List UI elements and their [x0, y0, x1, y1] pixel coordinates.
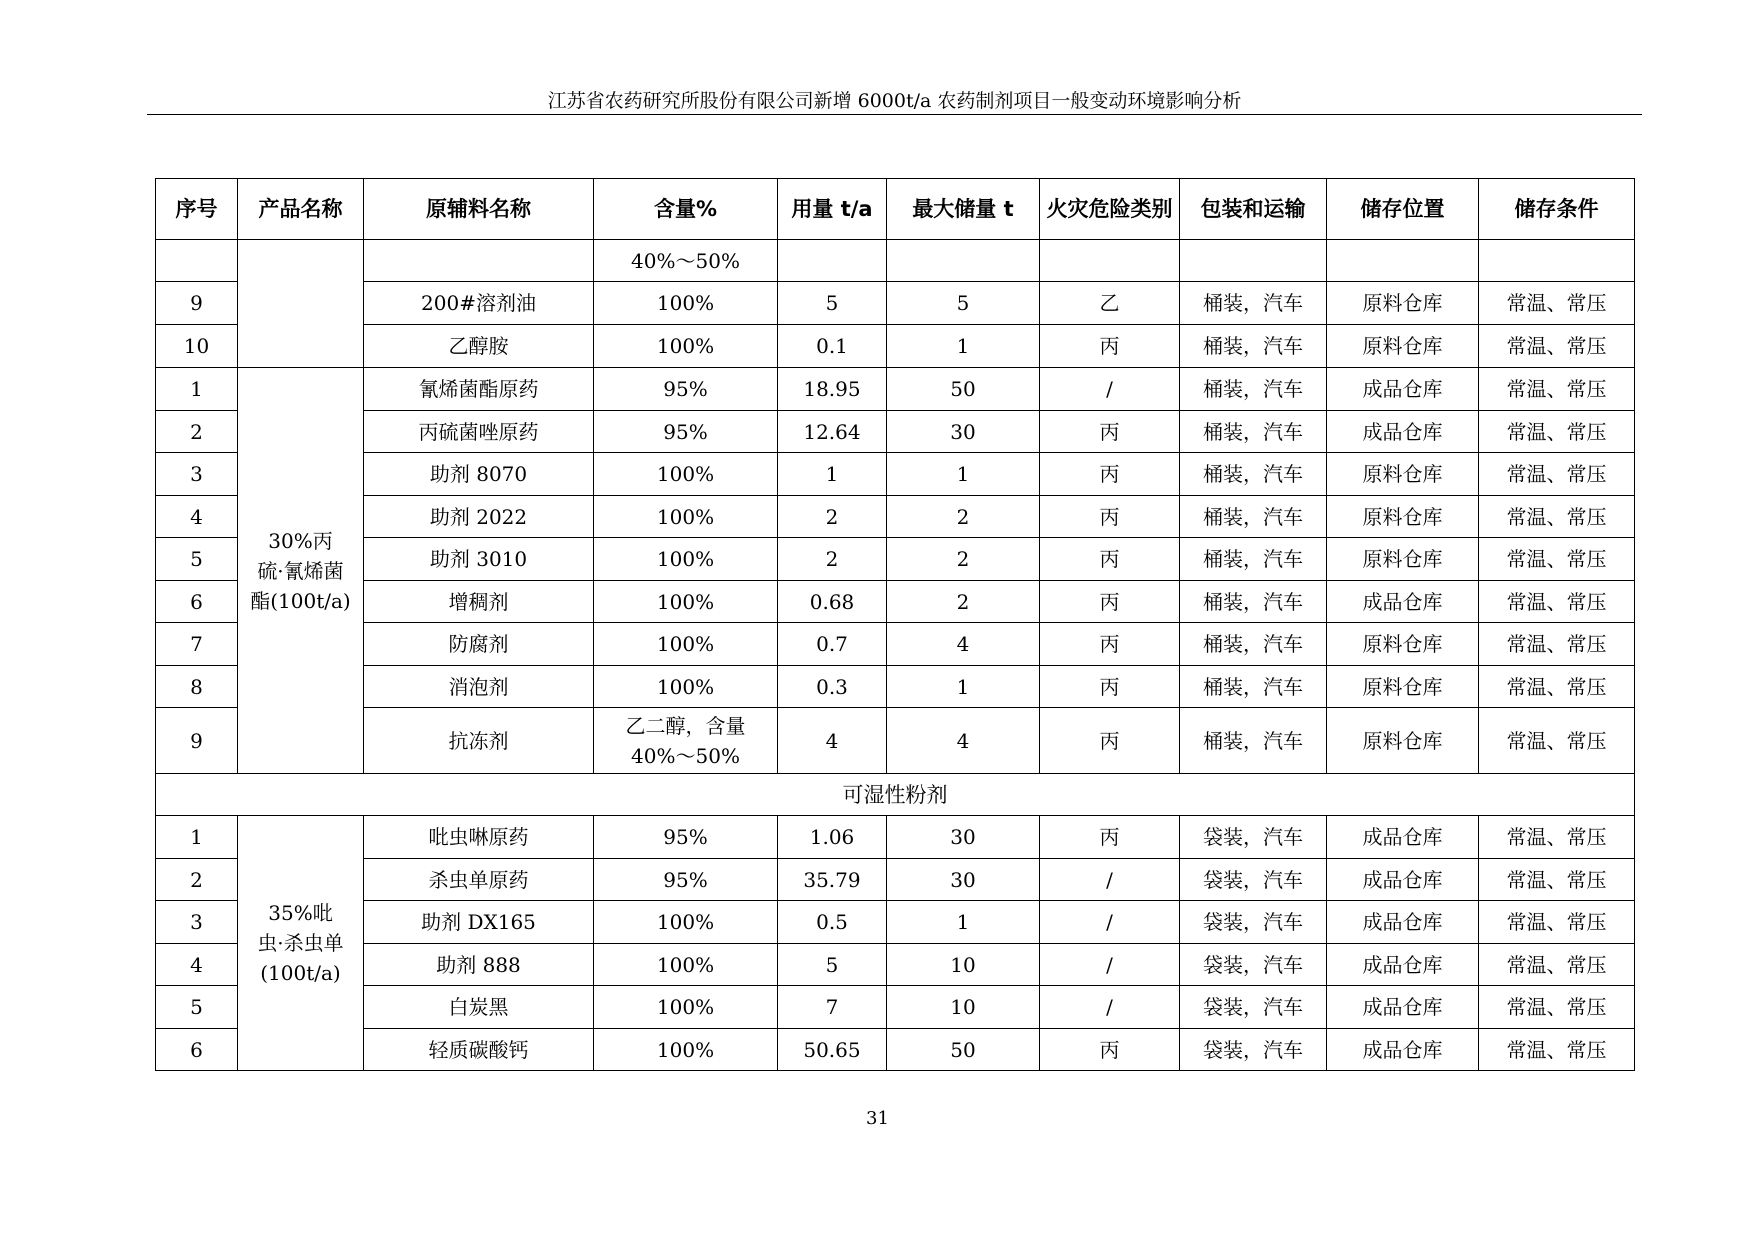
- cell-condition: 常温、常压: [1479, 986, 1635, 1029]
- cell-usage: [778, 240, 887, 282]
- cell-condition: 常温、常压: [1479, 944, 1635, 986]
- cell-packaging: 桶装，汽车: [1180, 282, 1327, 325]
- cell-content: 95%: [594, 859, 778, 901]
- cell-condition: 常温、常压: [1479, 538, 1635, 581]
- table-row: [156, 1029, 1635, 1071]
- cell-condition: 常温、常压: [1479, 859, 1635, 901]
- cell-location: 原料仓库: [1327, 453, 1479, 496]
- table-row: [156, 623, 1635, 666]
- cell-packaging: [1180, 240, 1327, 282]
- cell-content: 100%: [594, 666, 778, 708]
- table-row: [156, 708, 1635, 774]
- table-row: [156, 859, 1635, 901]
- cell-no: 9: [156, 282, 238, 325]
- cell-usage: 0.7: [778, 623, 887, 666]
- cell-no: 6: [156, 581, 238, 623]
- cell-usage: 5: [778, 944, 887, 986]
- cell-content: 100%: [594, 944, 778, 986]
- cell-condition: 常温、常压: [1479, 325, 1635, 368]
- cell-condition: 常温、常压: [1479, 496, 1635, 538]
- cell-max-storage: 1: [887, 666, 1040, 708]
- cell-usage: 18.95: [778, 368, 887, 411]
- cell-packaging: 袋装，汽车: [1180, 859, 1327, 901]
- cell-max-storage: 30: [887, 816, 1040, 859]
- cell-material: 助剂 888: [364, 944, 594, 986]
- cell-condition: 常温、常压: [1479, 581, 1635, 623]
- cell-fire-class: /: [1040, 944, 1180, 986]
- cell-max-storage: 2: [887, 538, 1040, 581]
- column-header-product: 产品名称: [238, 179, 364, 240]
- column-header-condition: 储存条件: [1479, 179, 1635, 240]
- cell-no: 4: [156, 496, 238, 538]
- cell-no: 6: [156, 1029, 238, 1071]
- cell-no: 1: [156, 816, 238, 859]
- cell-max-storage: 10: [887, 986, 1040, 1029]
- cell-fire-class: 丙: [1040, 538, 1180, 581]
- cell-no: 5: [156, 986, 238, 1029]
- cell-max-storage: 10: [887, 944, 1040, 986]
- cell-fire-class: /: [1040, 859, 1180, 901]
- column-header-fire-class: 火灾危险类别: [1040, 179, 1180, 240]
- cell-location: 成品仓库: [1327, 1029, 1479, 1071]
- cell-usage: 2: [778, 538, 887, 581]
- cell-fire-class: 丙: [1040, 453, 1180, 496]
- cell-no: 2: [156, 411, 238, 453]
- cell-condition: 常温、常压: [1479, 708, 1635, 774]
- cell-max-storage: 4: [887, 623, 1040, 666]
- content-line: 乙二醇，含量: [625, 713, 746, 738]
- cell-material: 乙醇胺: [364, 325, 594, 368]
- cell-fire-class: 丙: [1040, 1029, 1180, 1071]
- cell-material: 助剂 3010: [364, 538, 594, 581]
- cell-no: 4: [156, 944, 238, 986]
- cell-packaging: 桶装，汽车: [1180, 623, 1327, 666]
- cell-location: 成品仓库: [1327, 901, 1479, 944]
- cell-content: 95%: [594, 411, 778, 453]
- cell-condition: 常温、常压: [1479, 411, 1635, 453]
- table-row: [156, 453, 1635, 496]
- cell-usage: 50.65: [778, 1029, 887, 1071]
- cell-no: 8: [156, 666, 238, 708]
- cell-content: 100%: [594, 325, 778, 368]
- cell-material: 消泡剂: [364, 666, 594, 708]
- table-row: [156, 581, 1635, 623]
- cell-product-continued: [238, 240, 364, 368]
- cell-condition: 常温、常压: [1479, 901, 1635, 944]
- cell-no: 1: [156, 368, 238, 411]
- cell-fire-class: 丙: [1040, 496, 1180, 538]
- cell-fire-class: [1040, 240, 1180, 282]
- cell-usage: 0.5: [778, 901, 887, 944]
- cell-packaging: 袋装，汽车: [1180, 816, 1327, 859]
- cell-condition: [1479, 240, 1635, 282]
- cell-fire-class: 丙: [1040, 666, 1180, 708]
- cell-fire-class: 丙: [1040, 411, 1180, 453]
- cell-location: 原料仓库: [1327, 708, 1479, 774]
- cell-location: 成品仓库: [1327, 816, 1479, 859]
- cell-material: 防腐剂: [364, 623, 594, 666]
- cell-max-storage: 30: [887, 411, 1040, 453]
- product-name-line: 虫·杀虫单: [257, 931, 344, 955]
- cell-condition: 常温、常压: [1479, 282, 1635, 325]
- cell-fire-class: /: [1040, 986, 1180, 1029]
- cell-material: 杀虫单原药: [364, 859, 594, 901]
- cell-content: 100%: [594, 282, 778, 325]
- cell-usage: 0.68: [778, 581, 887, 623]
- cell-fire-class: /: [1040, 368, 1180, 411]
- cell-location: 成品仓库: [1327, 368, 1479, 411]
- cell-content: 100%: [594, 538, 778, 581]
- cell-material: [364, 240, 594, 282]
- cell-fire-class: 丙: [1040, 708, 1180, 774]
- cell-material: 助剂 2022: [364, 496, 594, 538]
- cell-no: 5: [156, 538, 238, 581]
- table-row: [156, 496, 1635, 538]
- cell-max-storage: 30: [887, 859, 1040, 901]
- cell-location: 原料仓库: [1327, 496, 1479, 538]
- cell-condition: 常温、常压: [1479, 666, 1635, 708]
- section-title: 可湿性粉剂: [156, 774, 1635, 816]
- table-row: [156, 368, 1635, 411]
- cell-usage: 0.1: [778, 325, 887, 368]
- cell-location: 成品仓库: [1327, 859, 1479, 901]
- cell-content: 100%: [594, 1029, 778, 1071]
- cell-material: 氰烯菌酯原药: [364, 368, 594, 411]
- table-row: [156, 282, 1635, 325]
- cell-max-storage: 4: [887, 708, 1040, 774]
- cell-location: [1327, 240, 1479, 282]
- cell-packaging: 桶装，汽车: [1180, 708, 1327, 774]
- page-number: 31: [866, 1108, 889, 1129]
- cell-fire-class: 丙: [1040, 816, 1180, 859]
- cell-packaging: 袋装，汽车: [1180, 901, 1327, 944]
- cell-max-storage: 5: [887, 282, 1040, 325]
- cell-content: 95%: [594, 816, 778, 859]
- cell-condition: 常温、常压: [1479, 623, 1635, 666]
- cell-condition: 常温、常压: [1479, 453, 1635, 496]
- cell-usage: 12.64: [778, 411, 887, 453]
- cell-no: 9: [156, 708, 238, 774]
- cell-material: 200#溶剂油: [364, 282, 594, 325]
- column-header-max-storage: 最大储量 t: [887, 179, 1040, 240]
- cell-material: 助剂 DX165: [364, 901, 594, 944]
- cell-content: [594, 708, 778, 774]
- raw-materials-table: [155, 178, 1635, 1071]
- cell-content: 100%: [594, 901, 778, 944]
- table-row: [156, 411, 1635, 453]
- cell-location: 原料仓库: [1327, 325, 1479, 368]
- cell-material: 吡虫啉原药: [364, 816, 594, 859]
- cell-usage: 7: [778, 986, 887, 1029]
- cell-packaging: 桶装，汽车: [1180, 666, 1327, 708]
- cell-max-storage: 1: [887, 453, 1040, 496]
- cell-fire-class: 丙: [1040, 623, 1180, 666]
- cell-product-name: [238, 368, 364, 774]
- cell-location: 成品仓库: [1327, 411, 1479, 453]
- cell-packaging: 桶装，汽车: [1180, 496, 1327, 538]
- cell-no: 2: [156, 859, 238, 901]
- cell-no: 3: [156, 453, 238, 496]
- cell-location: 原料仓库: [1327, 282, 1479, 325]
- section-row: [156, 774, 1635, 816]
- column-header-material: 原辅料名称: [364, 179, 594, 240]
- cell-fire-class: 丙: [1040, 325, 1180, 368]
- cell-content: 100%: [594, 453, 778, 496]
- cell-packaging: 袋装，汽车: [1180, 986, 1327, 1029]
- cell-max-storage: 50: [887, 368, 1040, 411]
- cell-no: [156, 240, 238, 282]
- table-row: [156, 538, 1635, 581]
- cell-location: 原料仓库: [1327, 538, 1479, 581]
- product-name-line: 35%吡: [268, 901, 333, 925]
- cell-content: 100%: [594, 581, 778, 623]
- cell-content: 40%～50%: [594, 240, 778, 282]
- header-rule: [147, 114, 1642, 115]
- cell-condition: 常温、常压: [1479, 1029, 1635, 1071]
- column-header-location: 储存位置: [1327, 179, 1479, 240]
- cell-condition: 常温、常压: [1479, 368, 1635, 411]
- product-name-line: (100t/a): [260, 961, 341, 985]
- cell-material: 抗冻剂: [364, 708, 594, 774]
- cell-content: 100%: [594, 986, 778, 1029]
- cell-no: 7: [156, 623, 238, 666]
- column-header-usage: 用量 t/a: [778, 179, 887, 240]
- cell-max-storage: [887, 240, 1040, 282]
- cell-location: 成品仓库: [1327, 944, 1479, 986]
- cell-no: 10: [156, 325, 238, 368]
- cell-usage: 1.06: [778, 816, 887, 859]
- cell-location: 成品仓库: [1327, 581, 1479, 623]
- product-name-line: 酯(100t/a): [250, 588, 351, 613]
- cell-packaging: 桶装，汽车: [1180, 411, 1327, 453]
- page-header-title: 江苏省农药研究所股份有限公司新增 6000t/a 农药制剂项目一般变动环境影响分析: [547, 90, 1242, 112]
- cell-packaging: 桶装，汽车: [1180, 325, 1327, 368]
- cell-material: 增稠剂: [364, 581, 594, 623]
- cell-packaging: 桶装，汽车: [1180, 581, 1327, 623]
- column-header-packaging: 包装和运输: [1180, 179, 1327, 240]
- cell-packaging: 桶装，汽车: [1180, 538, 1327, 581]
- cell-packaging: 袋装，汽车: [1180, 944, 1327, 986]
- cell-content: 100%: [594, 496, 778, 538]
- cell-no: 3: [156, 901, 238, 944]
- cell-fire-class: /: [1040, 901, 1180, 944]
- cell-content: 100%: [594, 623, 778, 666]
- table-header-row: [156, 179, 1635, 240]
- cell-packaging: 袋装，汽车: [1180, 1029, 1327, 1071]
- cell-usage: 2: [778, 496, 887, 538]
- cell-packaging: 桶装，汽车: [1180, 368, 1327, 411]
- cell-max-storage: 2: [887, 496, 1040, 538]
- table-row: [156, 986, 1635, 1029]
- cell-product-name: [238, 816, 364, 1071]
- cell-material: 助剂 8070: [364, 453, 594, 496]
- column-header-no: 序号: [156, 179, 238, 240]
- cell-material: 丙硫菌唑原药: [364, 411, 594, 453]
- cell-max-storage: 1: [887, 901, 1040, 944]
- cell-max-storage: 2: [887, 581, 1040, 623]
- cell-location: 原料仓库: [1327, 666, 1479, 708]
- cell-max-storage: 1: [887, 325, 1040, 368]
- cell-usage: 1: [778, 453, 887, 496]
- table-row: [156, 901, 1635, 944]
- cell-content: 95%: [594, 368, 778, 411]
- cell-material: 轻质碳酸钙: [364, 1029, 594, 1071]
- cell-usage: 5: [778, 282, 887, 325]
- cell-usage: 4: [778, 708, 887, 774]
- table-row: [156, 666, 1635, 708]
- column-header-content: 含量%: [594, 179, 778, 240]
- table-row: [156, 816, 1635, 859]
- table-row: [156, 325, 1635, 368]
- cell-material: 白炭黑: [364, 986, 594, 1029]
- cell-usage: 0.3: [778, 666, 887, 708]
- product-name-line: 30%丙: [268, 528, 333, 553]
- cell-fire-class: 丙: [1040, 581, 1180, 623]
- cell-location: 成品仓库: [1327, 986, 1479, 1029]
- table-row-continued: [156, 240, 1635, 282]
- content-line: 40%～50%: [631, 743, 740, 768]
- cell-usage: 35.79: [778, 859, 887, 901]
- cell-location: 原料仓库: [1327, 623, 1479, 666]
- cell-max-storage: 50: [887, 1029, 1040, 1071]
- product-name-line: 硫·氰烯菌: [257, 558, 344, 583]
- cell-fire-class: 乙: [1040, 282, 1180, 325]
- cell-condition: 常温、常压: [1479, 816, 1635, 859]
- cell-packaging: 桶装，汽车: [1180, 453, 1327, 496]
- table-row: [156, 944, 1635, 986]
